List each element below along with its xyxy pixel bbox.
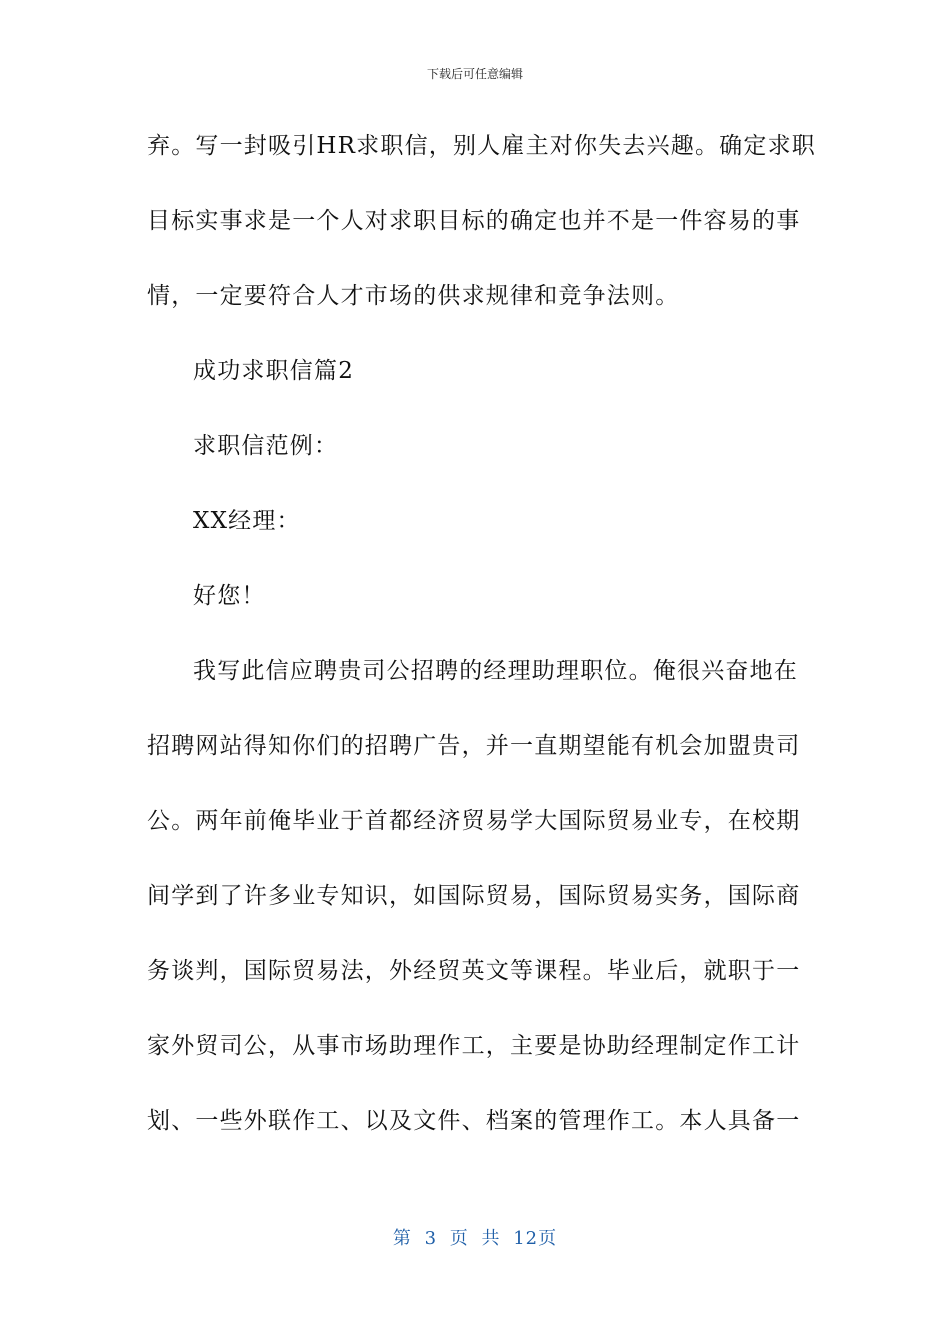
body-line: 公。两年前俺毕业于首都经济贸易学大国际贸易业专，在校期 (147, 808, 801, 834)
body-line: 划、一些外联作工、以及文件、档案的管理作工。本人具备一 (147, 1108, 801, 1134)
greeting: 好您！ (193, 583, 266, 609)
document-body (147, 124, 816, 1174)
body-line: 我写此信应聘贵司公招聘的经理助理职位。俺很兴奋地在 (193, 658, 798, 684)
body-line: 家外贸司公，从事市场助理作工，主要是协助经理制定作工计 (147, 1033, 801, 1059)
salutation: XX经理： (193, 508, 301, 534)
body-line: 目标实事求是一个人对求职目标的确定也并不是一件容易的事 (147, 208, 801, 234)
body-line: 务谈判，国际贸易法，外经贸英文等课程。毕业后，就职于一 (147, 958, 801, 984)
page-number-footer: 第 3 页 共 12页 (392, 1228, 558, 1249)
body-line: 弃。写一封吸引HR求职信，别人雇主对你失去兴趣。确定求职 (147, 133, 816, 159)
section-heading: 成功求职信篇2 (193, 358, 355, 384)
page-header: 下载后可任意编辑 (426, 67, 523, 81)
body-line: 情，一定要符合人才市场的供求规律和竞争法则。 (147, 283, 680, 309)
body-line: 求职信范例： (193, 433, 339, 459)
body-line: 招聘网站得知你们的招聘广告，并一直期望能有机会加盟贵司 (147, 733, 801, 759)
body-line: 间学到了许多业专知识，如国际贸易，国际贸易实务，国际商 (147, 883, 801, 909)
